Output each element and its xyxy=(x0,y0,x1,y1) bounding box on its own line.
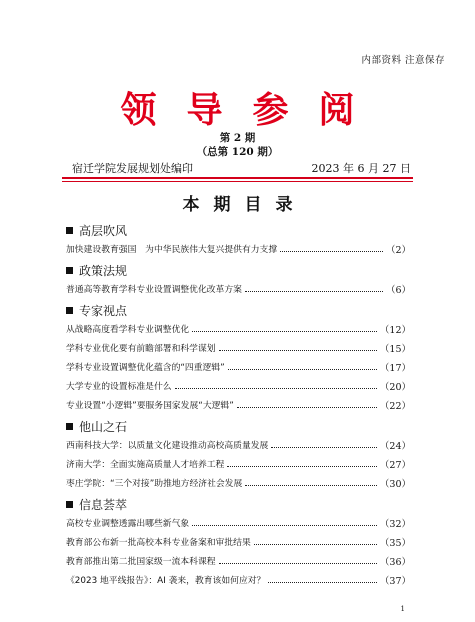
toc-entry-title: 教育部推出第二批国家级一流本科课程 xyxy=(66,557,216,567)
section-heading xyxy=(66,261,411,279)
toc-entry-page: （24） xyxy=(379,440,411,452)
dot-leader xyxy=(175,387,377,389)
toc-entry-page: （37） xyxy=(379,575,411,587)
table-of-contents xyxy=(66,218,411,589)
toc-entry-page: （35） xyxy=(379,537,411,549)
toc-entry-title: 专业设置“小逻辑”要服务国家发展“大逻辑” xyxy=(66,401,234,411)
issue-number: 第 2 期 xyxy=(219,132,256,144)
toc-entry-title: 《2023 地平线报告》：AI 袭来，教育该如何应对？ xyxy=(66,576,266,586)
toc-entry-title: 加快建设教育强国 为中华民族伟大复兴提供有力支撑 xyxy=(66,245,278,255)
dot-leader xyxy=(219,349,377,351)
toc-entry[interactable] xyxy=(66,395,411,414)
section-heading-label: 专家视点 xyxy=(79,303,128,318)
publisher: 宿迁学院发展规划处编印 xyxy=(72,162,193,175)
publication-title: 领导参阅 xyxy=(120,89,385,131)
toc-entry[interactable] xyxy=(66,551,411,570)
toc-entry-title: 西南科技大学：以质量文化建设推动高校高质量发展 xyxy=(66,441,269,451)
header-rule-thick xyxy=(62,177,413,179)
section-heading xyxy=(66,495,411,513)
toc-entry[interactable] xyxy=(66,473,411,492)
dot-leader xyxy=(268,581,377,583)
section-heading xyxy=(66,301,411,319)
section-heading-label: 高层吹风 xyxy=(79,223,128,238)
publisher-row xyxy=(72,160,411,175)
dot-leader xyxy=(271,446,377,448)
toc-entry-page: （6） xyxy=(385,284,411,296)
toc-entry-page: （17） xyxy=(379,362,411,374)
toc-entry-page: （15） xyxy=(379,343,411,355)
toc-entry[interactable] xyxy=(66,357,411,376)
toc-entry-page: （27） xyxy=(379,459,411,471)
section-heading xyxy=(66,221,411,239)
toc-entry-title: 教育部公布新一批高校本科专业备案和审批结果 xyxy=(66,538,251,548)
dot-leader xyxy=(245,484,377,486)
toc-entry[interactable] xyxy=(66,513,411,532)
toc-entry[interactable] xyxy=(66,376,411,395)
page-number: 1 xyxy=(400,605,405,613)
section-heading xyxy=(66,417,411,435)
dot-leader xyxy=(228,368,377,370)
toc-entry-title: 从战略高度看学科专业调整优化 xyxy=(66,325,190,335)
toc-entry-title: 枣庄学院：“三个对接”助推地方经济社会发展 xyxy=(66,479,243,489)
toc-entry-title: 济南大学：全面实施高质量人才培养工程 xyxy=(66,460,225,470)
toc-entry-page: （2） xyxy=(385,244,411,256)
section-heading-label: 政策法规 xyxy=(79,263,128,278)
toc-entry-title: 高校专业调整透露出哪些新气象 xyxy=(66,519,190,529)
toc-entry-title: 大学专业的设置标准是什么 xyxy=(66,382,172,392)
publish-date: 2023 年 6 月 27 日 xyxy=(311,162,411,175)
dot-leader xyxy=(192,524,377,526)
square-bullet-icon xyxy=(66,501,73,508)
toc-entry-page: （22） xyxy=(379,400,411,412)
issue-total: （总第 120 期） xyxy=(196,146,279,158)
dot-leader xyxy=(227,465,377,467)
toc-entry-page: （20） xyxy=(379,381,411,393)
dot-leader xyxy=(280,250,383,252)
toc-entry-title: 普通高等教育学科专业设置调整优化改革方案 xyxy=(66,285,242,295)
toc-entry[interactable] xyxy=(66,338,411,357)
section-heading-label: 信息荟萃 xyxy=(79,497,128,512)
toc-entry-page: （12） xyxy=(379,324,411,336)
toc-entry[interactable] xyxy=(66,435,411,454)
toc-entry[interactable] xyxy=(66,279,411,298)
header-rule-thin xyxy=(62,181,413,182)
toc-entry-page: （36） xyxy=(379,556,411,568)
toc-entry[interactable] xyxy=(66,570,411,589)
dot-leader xyxy=(192,330,377,332)
dot-leader xyxy=(254,543,377,545)
toc-entry[interactable] xyxy=(66,454,411,473)
toc-title: 本期目录 xyxy=(182,195,307,215)
toc-entry-title: 学科专业优化要有前瞻部署和科学谋划 xyxy=(66,344,216,354)
toc-entry[interactable] xyxy=(66,239,411,258)
square-bullet-icon xyxy=(66,267,73,274)
section-heading-label: 他山之石 xyxy=(79,419,128,434)
toc-entry-page: （30） xyxy=(379,478,411,490)
toc-entry[interactable] xyxy=(66,319,411,338)
square-bullet-icon xyxy=(66,227,73,234)
dot-leader xyxy=(237,406,377,408)
confidential-notice: 内部资料 注意保存 xyxy=(361,55,445,66)
toc-entry-title: 学科专业设置调整优化蕴含的“四重逻辑” xyxy=(66,363,225,373)
toc-entry[interactable] xyxy=(66,532,411,551)
toc-entry-page: （32） xyxy=(379,518,411,530)
dot-leader xyxy=(219,562,377,564)
square-bullet-icon xyxy=(66,307,73,314)
square-bullet-icon xyxy=(66,423,73,430)
dot-leader xyxy=(245,290,383,292)
